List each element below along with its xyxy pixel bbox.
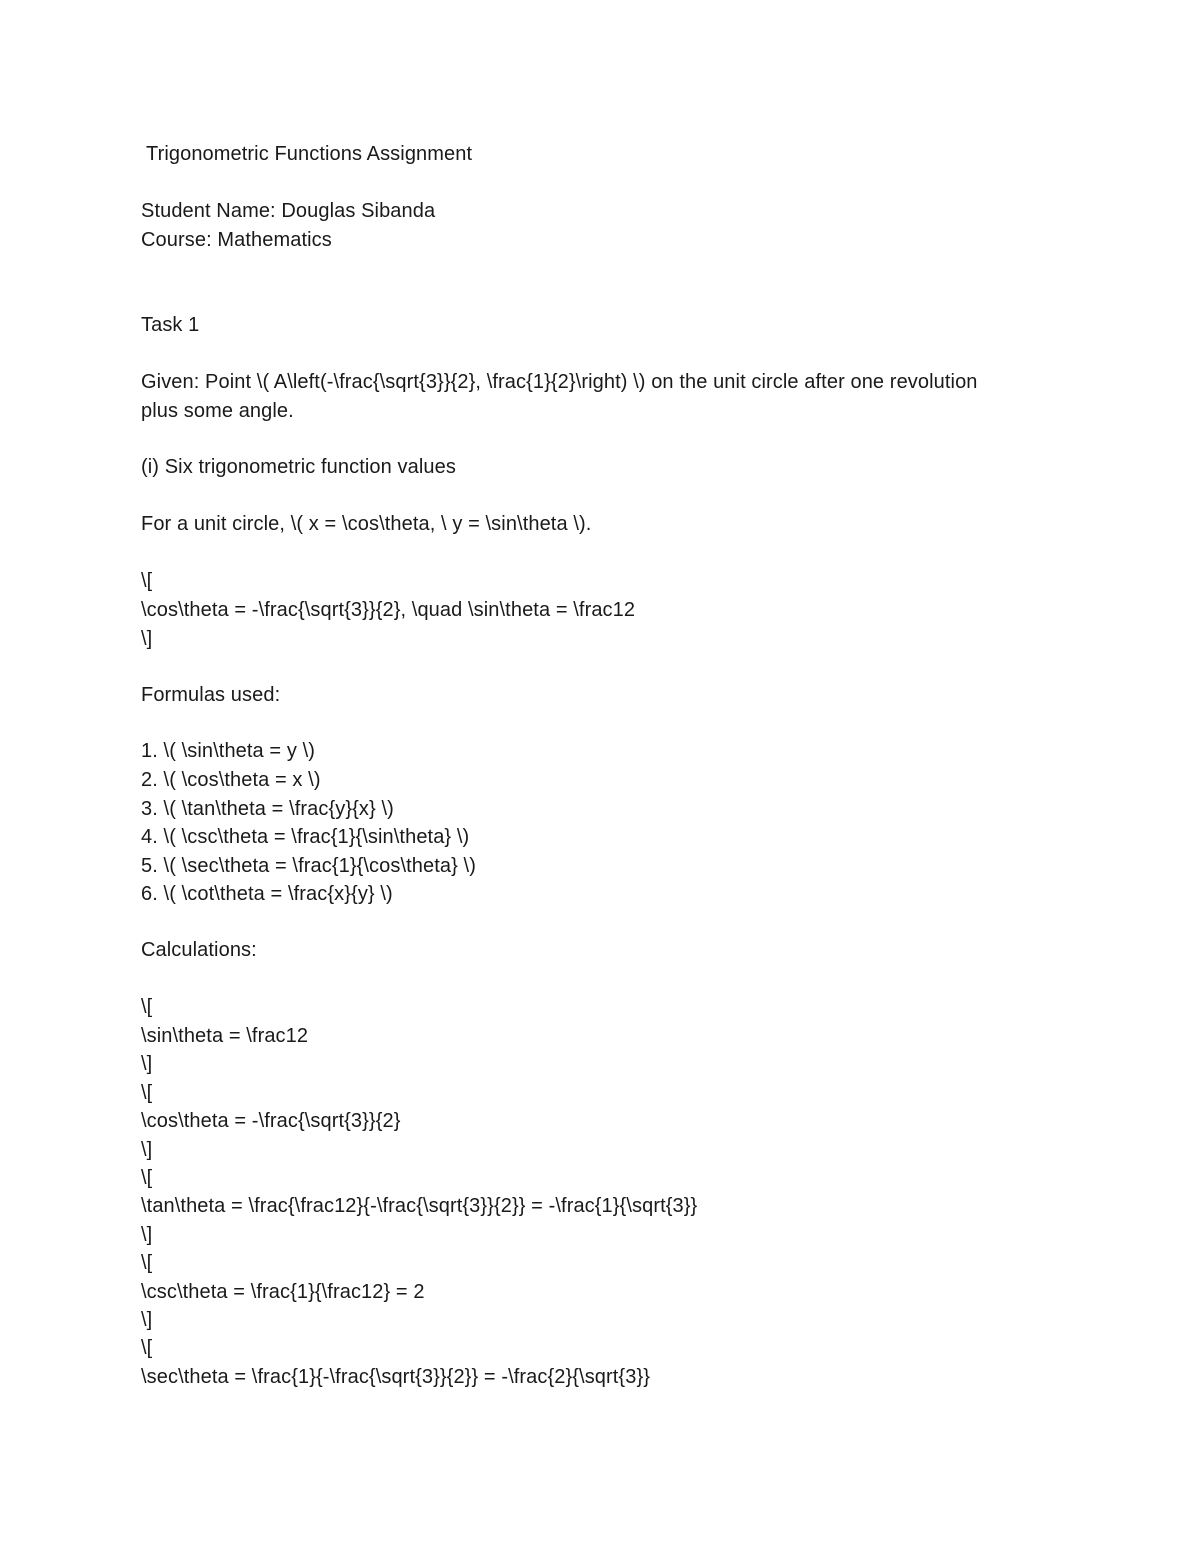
formula-item: 2. \( \cos\theta = x \) [141, 769, 321, 791]
calculation-line: \csc\theta = \frac{1}{\frac12} = 2 [141, 1281, 425, 1303]
formula-item: 4. \( \csc\theta = \frac{1}{\sin\theta} \) [141, 826, 470, 848]
part-i-heading: (i) Six trigonometric function values [141, 456, 456, 478]
calculation-line: \tan\theta = \frac{\frac12}{-\frac{\sqrt{3}}{2}} = -\frac{1}{\sqrt{3}} [141, 1195, 698, 1217]
formula-item: 3. \( \tan\theta = \frac{y}{x} \) [141, 798, 394, 820]
calculation-line: \[ [141, 1082, 153, 1104]
formulas-heading: Formulas used: [141, 684, 281, 706]
calculation-line: \[ [141, 1252, 153, 1274]
task-heading: Task 1 [141, 314, 200, 336]
calculation-line: \cos\theta = -\frac{\sqrt{3}}{2} [141, 1110, 401, 1132]
given-text-line-1: Given: Point \( A\left(-\frac{\sqrt{3}}{2}, \frac{1}{2}\right) \) on the unit circle after one revolution [141, 371, 978, 393]
formula-item: 6. \( \cot\theta = \frac{x}{y} \) [141, 883, 393, 905]
unit-circle-text: For a unit circle, \( x = \cos\theta, \ y = \sin\theta \). [141, 513, 592, 535]
calculation-line: \] [141, 1224, 153, 1246]
calculation-line: \] [141, 1139, 153, 1161]
given-text-line-2: plus some angle. [141, 400, 294, 422]
calculation-line: \[ [141, 1337, 153, 1359]
calculation-line: \] [141, 1309, 153, 1331]
display-math-body: \cos\theta = -\frac{\sqrt{3}}{2}, \quad \sin\theta = \frac12 [141, 599, 636, 621]
calculation-line: \[ [141, 996, 153, 1018]
course-name: Course: Mathematics [141, 229, 332, 251]
calculations-heading: Calculations: [141, 939, 257, 961]
calculation-line: \sec\theta = \frac{1}{-\frac{\sqrt{3}}{2}} = -\frac{2}{\sqrt{3}} [141, 1366, 650, 1388]
display-math-close: \] [141, 628, 153, 650]
calculation-line: \sin\theta = \frac12 [141, 1025, 309, 1047]
calculation-line: \] [141, 1053, 153, 1075]
student-name: Student Name: Douglas Sibanda [141, 200, 436, 222]
document-title: Trigonometric Functions Assignment [146, 143, 473, 165]
formula-item: 5. \( \sec\theta = \frac{1}{\cos\theta} \) [141, 855, 476, 877]
display-math-open: \[ [141, 570, 153, 592]
calculation-line: \[ [141, 1167, 153, 1189]
formula-item: 1. \( \sin\theta = y \) [141, 740, 316, 762]
